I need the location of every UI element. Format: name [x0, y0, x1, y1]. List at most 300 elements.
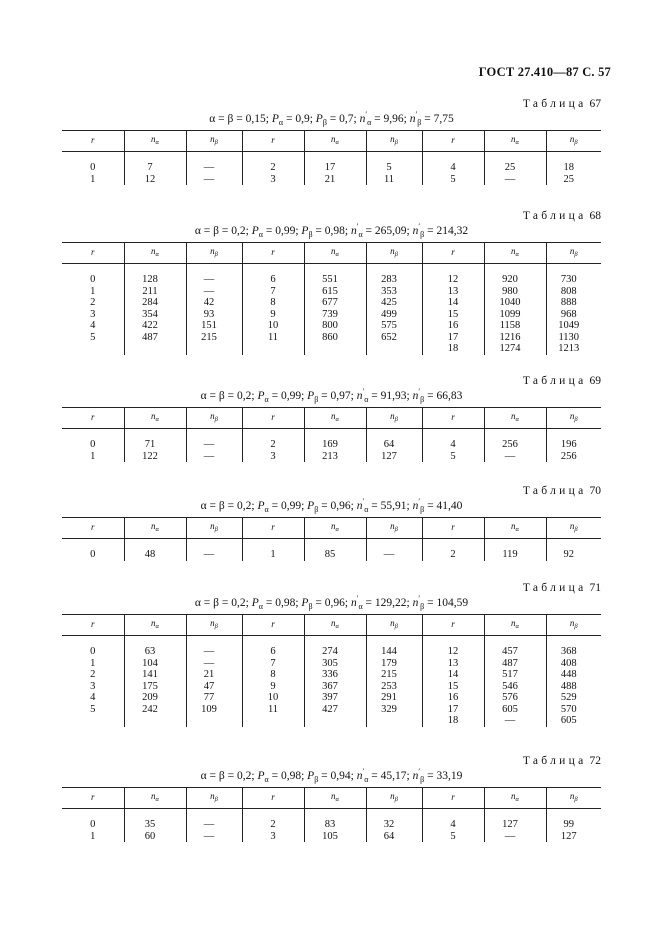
- table-row: [62, 320, 601, 332]
- table-cell: 127: [546, 831, 601, 843]
- table-cell: 397: [304, 692, 366, 704]
- table-cell: 17: [422, 704, 484, 716]
- table-cell: 615: [304, 286, 366, 298]
- caption-value-pa: 0,99: [280, 389, 302, 402]
- table-cell: —: [186, 831, 242, 843]
- table-label: [523, 375, 601, 387]
- table-caption: α = β = 0,2; $P_\alpha = 0,98$; $P_\beta = 0,94$; $n'_\alpha = 45,17$; $n'_\beta = 33,19$: [200, 767, 463, 784]
- table-cell: 329: [366, 704, 422, 716]
- table-cell: 12: [422, 264, 484, 286]
- table-label-word: Таблица: [522, 485, 587, 497]
- table-cell: 652: [366, 332, 422, 344]
- table-cell: —: [186, 636, 242, 658]
- col-header-n-alpha: $n_\alpha$: [124, 408, 186, 429]
- caption-value-ab: 0,2: [237, 769, 252, 782]
- table-cell: [366, 343, 422, 355]
- table-row: [62, 286, 601, 298]
- table-cell: [304, 715, 366, 727]
- col-header-n-beta: $n_\beta$: [366, 518, 422, 539]
- table-cell: 2: [90, 669, 96, 680]
- table-cell: 77: [186, 692, 242, 704]
- table-cell: 1049: [546, 320, 601, 332]
- table-cell: [62, 715, 124, 727]
- caption-value-ab: 0,2: [231, 224, 246, 237]
- header-row: [62, 615, 601, 636]
- table-label: [523, 98, 601, 110]
- table-cell: 739: [304, 309, 366, 321]
- table-label-word: Таблица: [522, 582, 587, 594]
- caption-value-ab: 0,2: [237, 499, 252, 512]
- table-cell: 4: [422, 809, 484, 831]
- table-cell: [124, 343, 186, 355]
- table-cell: 64: [366, 429, 422, 451]
- table-cell: 13: [422, 658, 484, 670]
- caption-value-nb: 7,75: [433, 112, 454, 125]
- table-cell: 0: [90, 549, 96, 560]
- caption-value-pa: 0,99: [280, 499, 302, 512]
- table-cell: —: [186, 429, 242, 451]
- col-header-n-beta: $n_\beta$: [546, 615, 601, 636]
- caption-value-pb: 0,7: [339, 112, 354, 125]
- table-caption: α = β = 0,2; $P_\alpha = 0,99$; $P_\beta = 0,97$; $n'_\alpha = 91,93$; $n'_\beta = 66,83$: [200, 387, 463, 404]
- table-cell: 3: [242, 831, 304, 843]
- table-cell: 1: [90, 173, 96, 185]
- table-cell: 14: [422, 297, 484, 309]
- page-header: ГОСТ 27.410—87 С. 57: [478, 65, 611, 79]
- table-label-word: Таблица: [522, 210, 587, 222]
- caption-value-pa: 0,99: [275, 224, 296, 237]
- table-cell: [186, 343, 242, 355]
- table-row: [62, 692, 601, 704]
- caption-value-na: 129,22: [374, 596, 407, 609]
- table-row: [62, 831, 601, 843]
- table-cell: 800: [304, 320, 366, 332]
- table-cell: 1: [90, 285, 96, 297]
- table-cell: 196: [546, 429, 601, 451]
- table-cell: 517: [484, 669, 546, 681]
- table-cell: 605: [484, 704, 546, 716]
- table-caption: α = β = 0,2; $P_\alpha = 0,99$; $P_\beta = 0,96$; $n'_\alpha = 55,91$; $n'_\beta = 41,40$: [200, 497, 463, 514]
- table-cell: 16: [422, 692, 484, 704]
- col-header-r: r: [62, 615, 124, 636]
- table-cell: 141: [124, 669, 186, 681]
- table-cell: 14: [422, 669, 484, 681]
- table-cell: 151: [186, 320, 242, 332]
- table-cell: —: [366, 539, 422, 561]
- table-cell: 215: [366, 669, 422, 681]
- caption-value-nb: 66,83: [436, 389, 463, 402]
- table-cell: 487: [484, 658, 546, 670]
- table-cell: 0: [90, 439, 96, 450]
- table-cell: 284: [124, 297, 186, 309]
- table-cell: 0: [90, 819, 96, 830]
- table-cell: —: [186, 539, 242, 561]
- table-label: [523, 210, 601, 222]
- table-cell: 99: [546, 809, 601, 831]
- col-header-r: r: [242, 518, 304, 539]
- col-header-r: r: [242, 131, 304, 152]
- table-cell: 730: [546, 264, 601, 286]
- caption-value-pb: 0,94: [330, 769, 351, 782]
- table-cell: 1213: [546, 343, 601, 355]
- col-header-n-alpha: $n_\alpha$: [304, 243, 366, 264]
- table-cell: 5: [422, 451, 484, 463]
- table-cell: 256: [484, 429, 546, 451]
- table-label: [523, 582, 601, 594]
- table-cell: —: [484, 715, 546, 727]
- table-cell: 105: [304, 831, 366, 843]
- table-row: [62, 297, 601, 309]
- table-caption: α = β = 0,2; $P_\alpha = 0,99$; $P_\beta = 0,98$; $n'_\alpha = 265,09$; $n'_\beta = 214,32$: [194, 222, 469, 239]
- table-cell: 0: [90, 162, 96, 173]
- header-row: [62, 131, 601, 152]
- table-cell: 104: [124, 658, 186, 670]
- table-cell: 353: [366, 286, 422, 298]
- table-row: [62, 539, 601, 561]
- table-cell: 488: [546, 681, 601, 693]
- table-cell: 63: [124, 636, 186, 658]
- caption-value-nb: 104,59: [436, 596, 469, 609]
- table-cell: 11: [242, 704, 304, 716]
- table-cell: 4: [422, 152, 484, 174]
- caption-value-na: 265,09: [374, 224, 407, 237]
- table-row: [62, 174, 601, 186]
- table-cell: 5: [90, 331, 96, 343]
- table-cell: 213: [304, 451, 366, 463]
- table-cell: —: [186, 809, 242, 831]
- table-cell: 92: [546, 539, 601, 561]
- table-cell: 677: [304, 297, 366, 309]
- table-cell: 9: [242, 681, 304, 693]
- col-header-r: r: [242, 615, 304, 636]
- caption-value-pb: 0,98: [324, 224, 345, 237]
- table-cell: 888: [546, 297, 601, 309]
- table-cell: 570: [546, 704, 601, 716]
- table-number: 71: [589, 582, 601, 594]
- table-cell: 42: [186, 297, 242, 309]
- caption-value-na: 91,93: [380, 389, 407, 402]
- table-cell: 83: [304, 809, 366, 831]
- table-cell: 808: [546, 286, 601, 298]
- col-header-n-beta: $n_\beta$: [366, 243, 422, 264]
- col-header-r: r: [242, 408, 304, 429]
- table-cell: 1: [90, 657, 96, 669]
- col-header-n-beta: $n_\beta$: [546, 518, 601, 539]
- col-header-n-beta: $n_\beta$: [546, 408, 601, 429]
- table-caption: α = β = 0,2; $P_\alpha = 0,98$; $P_\beta = 0,96$; $n'_\alpha = 129,22$; $n'_\beta = 104,59$: [194, 594, 469, 611]
- data-table: [62, 407, 601, 462]
- table-cell: —: [484, 451, 546, 463]
- table-cell: 242: [124, 704, 186, 716]
- table-cell: 529: [546, 692, 601, 704]
- table-cell: 860: [304, 332, 366, 344]
- table-cell: 122: [124, 451, 186, 463]
- table-cell: 274: [304, 636, 366, 658]
- caption-value-pa: 0,98: [275, 596, 296, 609]
- col-header-n-alpha: $n_\alpha$: [124, 518, 186, 539]
- col-header-r: r: [242, 788, 304, 809]
- table-row: [62, 152, 601, 174]
- col-header-n-alpha: $n_\alpha$: [124, 131, 186, 152]
- col-header-n-beta: $n_\beta$: [366, 408, 422, 429]
- table-cell: 3: [90, 680, 96, 692]
- table-cell: 169: [304, 429, 366, 451]
- table-cell: —: [186, 152, 242, 174]
- table-cell: 209: [124, 692, 186, 704]
- table-cell: [366, 715, 422, 727]
- col-header-n-alpha: $n_\alpha$: [484, 408, 546, 429]
- caption-value-nb: 33,19: [436, 769, 463, 782]
- table-cell: 60: [124, 831, 186, 843]
- col-header-n-beta: $n_\beta$: [186, 131, 242, 152]
- table-cell: 215: [186, 332, 242, 344]
- table-row: [62, 681, 601, 693]
- table-row: [62, 264, 601, 286]
- table-label: [523, 485, 601, 497]
- table-cell: —: [186, 451, 242, 463]
- table-cell: 109: [186, 704, 242, 716]
- table-cell: 127: [484, 809, 546, 831]
- col-header-n-beta: $n_\beta$: [186, 518, 242, 539]
- col-header-n-beta: $n_\beta$: [366, 131, 422, 152]
- table-cell: 5: [422, 831, 484, 843]
- table-cell: 5: [422, 174, 484, 186]
- table-cell: [242, 715, 304, 727]
- table-cell: 2: [90, 297, 96, 308]
- table-cell: 25: [546, 174, 601, 186]
- col-header-r: r: [422, 788, 484, 809]
- col-header-r: r: [422, 615, 484, 636]
- col-header-n-alpha: $n_\alpha$: [304, 408, 366, 429]
- data-table: [62, 130, 601, 185]
- table-cell: 5: [366, 152, 422, 174]
- col-header-n-alpha: $n_\alpha$: [304, 788, 366, 809]
- table-cell: 9: [242, 309, 304, 321]
- col-header-r: r: [62, 408, 124, 429]
- table-cell: 0: [90, 274, 96, 285]
- table-cell: [186, 715, 242, 727]
- col-header-n-beta: $n_\beta$: [546, 131, 601, 152]
- table-cell: 1158: [484, 320, 546, 332]
- table-cell: 25: [484, 152, 546, 174]
- table-cell: 179: [366, 658, 422, 670]
- table-label-word: Таблица: [522, 375, 587, 387]
- table-cell: 7: [242, 658, 304, 670]
- table-cell: 18: [546, 152, 601, 174]
- caption-value-pb: 0,96: [324, 596, 345, 609]
- table-cell: 2: [242, 809, 304, 831]
- table-cell: 211: [124, 286, 186, 298]
- data-table: [62, 614, 601, 727]
- table-cell: 1130: [546, 332, 601, 344]
- table-cell: 6: [242, 264, 304, 286]
- header-row: [62, 408, 601, 429]
- table-cell: 21: [304, 174, 366, 186]
- table-cell: 1216: [484, 332, 546, 344]
- caption-value-nb: 214,32: [436, 224, 469, 237]
- col-header-n-beta: $n_\beta$: [186, 615, 242, 636]
- caption-value-na: 45,17: [380, 769, 407, 782]
- table-cell: 3: [242, 174, 304, 186]
- table-cell: 336: [304, 669, 366, 681]
- table-cell: 253: [366, 681, 422, 693]
- table-cell: 305: [304, 658, 366, 670]
- table-cell: [124, 715, 186, 727]
- col-header-r: r: [422, 243, 484, 264]
- table-cell: 980: [484, 286, 546, 298]
- table-cell: 18: [422, 343, 484, 355]
- col-header-r: r: [422, 518, 484, 539]
- table-label: [523, 755, 601, 767]
- table-cell: [304, 343, 366, 355]
- table-cell: 2: [242, 152, 304, 174]
- table-row: [62, 636, 601, 658]
- table-cell: 93: [186, 309, 242, 321]
- table-cell: 422: [124, 320, 186, 332]
- col-header-r: r: [62, 131, 124, 152]
- table-caption: α = β = 0,15; $P_\alpha = 0,9$; $P_\beta = 0,7$; $n'_\alpha = 9,96$; $n'_\beta = 7,75$: [209, 110, 454, 127]
- table-cell: 10: [242, 692, 304, 704]
- caption-value-nb: 41,40: [436, 499, 463, 512]
- table-cell: 546: [484, 681, 546, 693]
- data-table: [62, 787, 601, 842]
- table-cell: 968: [546, 309, 601, 321]
- table-cell: 119: [484, 539, 546, 561]
- table-cell: 1: [90, 450, 96, 462]
- table-row: [62, 343, 601, 355]
- caption-value-na: 55,91: [380, 499, 407, 512]
- col-header-r: r: [422, 131, 484, 152]
- col-header-n-beta: $n_\beta$: [546, 243, 601, 264]
- table-cell: 4: [90, 320, 96, 331]
- table-label-word: Таблица: [522, 98, 587, 110]
- table-number: 69: [589, 375, 601, 387]
- table-cell: 354: [124, 309, 186, 321]
- col-header-r: r: [62, 518, 124, 539]
- table-cell: 1: [242, 539, 304, 561]
- table-cell: —: [186, 174, 242, 186]
- table-cell: 47: [186, 681, 242, 693]
- col-header-n-beta: $n_\beta$: [366, 788, 422, 809]
- col-header-n-alpha: $n_\alpha$: [484, 131, 546, 152]
- table-cell: 7: [242, 286, 304, 298]
- table-number: 70: [589, 485, 601, 497]
- caption-value-na: 9,96: [383, 112, 404, 125]
- table-cell: 15: [422, 309, 484, 321]
- table-cell: 8: [242, 669, 304, 681]
- table-number: 72: [589, 755, 601, 767]
- table-cell: 2: [242, 429, 304, 451]
- caption-value-pa: 0,9: [295, 112, 310, 125]
- table-cell: 144: [366, 636, 422, 658]
- table-cell: 175: [124, 681, 186, 693]
- table-number: 67: [589, 98, 601, 110]
- table-cell: 15: [422, 681, 484, 693]
- header-row: [62, 518, 601, 539]
- table-cell: 1099: [484, 309, 546, 321]
- table-cell: 448: [546, 669, 601, 681]
- table-cell: —: [484, 174, 546, 186]
- table-cell: 5: [90, 703, 96, 715]
- table-row: [62, 704, 601, 716]
- col-header-r: r: [62, 788, 124, 809]
- col-header-n-alpha: $n_\alpha$: [124, 243, 186, 264]
- table-cell: 128: [124, 264, 186, 286]
- col-header-r: r: [242, 243, 304, 264]
- table-cell: 551: [304, 264, 366, 286]
- header-row: [62, 243, 601, 264]
- table-cell: 605: [546, 715, 601, 727]
- table-cell: 16: [422, 320, 484, 332]
- table-cell: 71: [124, 429, 186, 451]
- table-cell: 13: [422, 286, 484, 298]
- table-cell: 1040: [484, 297, 546, 309]
- table-cell: 8: [242, 297, 304, 309]
- table-cell: 920: [484, 264, 546, 286]
- col-header-n-alpha: $n_\alpha$: [484, 243, 546, 264]
- table-cell: 1274: [484, 343, 546, 355]
- table-cell: 2: [422, 539, 484, 561]
- col-header-r: r: [62, 243, 124, 264]
- table-row: [62, 809, 601, 831]
- table-cell: 12: [124, 174, 186, 186]
- caption-value-pb: 0,97: [330, 389, 351, 402]
- col-header-n-alpha: $n_\alpha$: [124, 615, 186, 636]
- table-cell: 4: [90, 692, 96, 703]
- table-cell: 35: [124, 809, 186, 831]
- table-row: [62, 429, 601, 451]
- table-cell: 12: [422, 636, 484, 658]
- table-cell: 10: [242, 320, 304, 332]
- table-cell: 291: [366, 692, 422, 704]
- table-row: [62, 715, 601, 727]
- table-cell: [62, 343, 124, 355]
- table-cell: 7: [124, 152, 186, 174]
- table-cell: —: [186, 286, 242, 298]
- col-header-n-beta: $n_\beta$: [186, 408, 242, 429]
- table-row: [62, 309, 601, 321]
- table-cell: 0: [90, 646, 96, 657]
- table-cell: 11: [242, 332, 304, 344]
- table-cell: 6: [242, 636, 304, 658]
- table-cell: 425: [366, 297, 422, 309]
- col-header-n-alpha: $n_\alpha$: [304, 615, 366, 636]
- col-header-n-alpha: $n_\alpha$: [304, 131, 366, 152]
- table-cell: 85: [304, 539, 366, 561]
- table-row: [62, 451, 601, 463]
- caption-value-ab: 0,15: [245, 112, 266, 125]
- col-header-r: r: [422, 408, 484, 429]
- col-header-n-alpha: $n_\alpha$: [484, 518, 546, 539]
- table-cell: 408: [546, 658, 601, 670]
- table-cell: 21: [186, 669, 242, 681]
- table-cell: 368: [546, 636, 601, 658]
- table-cell: 499: [366, 309, 422, 321]
- col-header-n-alpha: $n_\alpha$: [484, 615, 546, 636]
- table-cell: 256: [546, 451, 601, 463]
- table-cell: —: [186, 658, 242, 670]
- caption-value-ab: 0,2: [231, 596, 246, 609]
- table-row: [62, 332, 601, 344]
- table-cell: 457: [484, 636, 546, 658]
- table-cell: 487: [124, 332, 186, 344]
- col-header-n-alpha: $n_\alpha$: [304, 518, 366, 539]
- table-cell: 64: [366, 831, 422, 843]
- col-header-n-beta: $n_\beta$: [186, 243, 242, 264]
- table-cell: 18: [422, 715, 484, 727]
- table-cell: —: [484, 831, 546, 843]
- data-table: [62, 242, 601, 355]
